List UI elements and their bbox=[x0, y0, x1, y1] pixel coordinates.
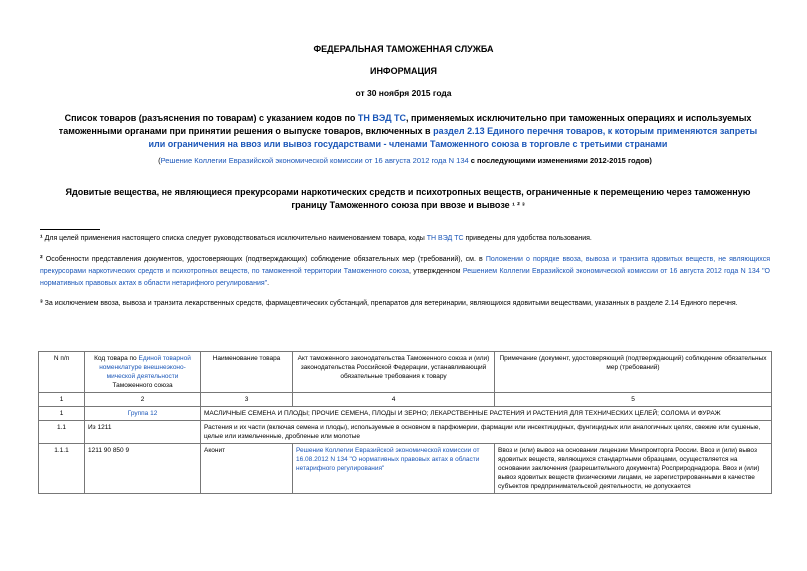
row-act-link[interactable]: Решение Коллегии Евразийской экономической комиссии от 16.08.2012 N 134 "О нормативных правовых актах в области нетарифного регулирования" bbox=[293, 444, 495, 494]
agency-title: ФЕДЕРАЛЬНАЯ ТАМОЖЕННАЯ СЛУЖБА bbox=[313, 44, 494, 54]
footnote-2 bbox=[40, 253, 770, 290]
list-title bbox=[58, 112, 758, 151]
footnote-2-mark: ² bbox=[40, 254, 43, 263]
row-code: 1211 90 850 9 bbox=[85, 444, 201, 494]
footnote-2-part3: . bbox=[267, 280, 270, 287]
footnote-1 bbox=[40, 232, 770, 245]
table-row bbox=[39, 421, 772, 444]
footnote-marks: ¹ ² ³ bbox=[512, 201, 525, 210]
footnote-2-link-regulation[interactable]: Положении о порядке ввоза, вывоза и транзита ядовитых веществ, не являющихся прекурсорами наркотических средств и психотропных веществ, по таможенной территории Таможенного союза bbox=[40, 256, 771, 275]
footnote-1-part1: Для целей применения настоящего списка следует руководствоваться исключительно наименованием товара, коды bbox=[44, 235, 427, 242]
goods-table bbox=[38, 351, 772, 494]
main-title bbox=[58, 186, 758, 212]
tn-ved-link[interactable]: ТН ВЭД ТС bbox=[357, 113, 406, 123]
document-type: ИНФОРМАЦИЯ bbox=[369, 66, 438, 76]
row-note: Ввоз и (или) вывоз на основании лицензии Минпромторга России. Ввоз и (или) вывоз ядовитых веществ, являющихся стандартными образцами, осуществляется на основании заключения (разрешительного документа) Росприроднадзора. Ввоз и (или) вывоз ядовитых веществ физическими лицами, не зарегистрированными в качестве субъектов предпринимательской деятельности, не допускается bbox=[495, 444, 772, 494]
column-number: 4 bbox=[293, 393, 495, 407]
footnote-3 bbox=[40, 297, 770, 310]
footnote-1-part2: приведены для удобства пользования. bbox=[463, 235, 592, 242]
column-number: 1 bbox=[39, 393, 85, 407]
group-12-link[interactable]: Группа 12 bbox=[85, 407, 201, 421]
row-goods-name: МАСЛИЧНЫЕ СЕМЕНА И ПЛОДЫ; ПРОЧИЕ СЕМЕНА, ПЛОДЫ И ЗЕРНО; ЛЕКАРСТВЕННЫЕ РАСТЕНИЯ И РАСТЕНИЯ ДЛЯ ТЕХНИЧЕСКИХ ЦЕЛЕЙ; СОЛОМА И ФУРАЖ bbox=[201, 407, 772, 421]
header-note: Примечание (документ, удостоверяющий (подтверждающий) соблюдение обязательных мер (требований) bbox=[495, 352, 772, 393]
footnote-3-mark: ³ bbox=[40, 298, 43, 307]
row-number: 1.1.1 bbox=[39, 444, 85, 494]
header-act: Акт таможенного законодательства Таможенного союза и (или) законодательства Российской Федерации, устанавливающий обязательные требования к товару bbox=[293, 352, 495, 393]
column-number: 2 bbox=[85, 393, 201, 407]
document-date: от 30 ноября 2015 года bbox=[355, 88, 452, 98]
column-number: 3 bbox=[201, 393, 293, 407]
resolution-open-paren: ( bbox=[158, 156, 161, 165]
list-title-part2: , применяемых исключительно при таможенных операциях и используемых таможенными органами при принятии решения о выпуске товаров, включенных в bbox=[58, 113, 752, 136]
resolution-rest: с последующими изменениями 2012-2015 годов) bbox=[468, 156, 652, 165]
header-name: Наименование товара bbox=[201, 352, 293, 393]
header-code-part1: Код товара по bbox=[94, 355, 139, 362]
table-row bbox=[39, 407, 772, 421]
row-number: 1.1 bbox=[39, 421, 85, 444]
header-code-part2: Таможенного союза bbox=[112, 382, 173, 389]
footnote-1-mark: ¹ bbox=[40, 233, 43, 242]
header-code bbox=[85, 352, 201, 393]
list-title-part1: Список товаров (разъяснения по товарам) с указанием кодов по bbox=[64, 113, 358, 123]
header-number: N п/п bbox=[39, 352, 85, 393]
row-goods-name: Растения и их части (включая семена и плоды), используемые в основном в парфюмерии, фармации или инсектицидных, фунгицидных или аналогичных целях, свежие или сушеные, целые или измельченные, дробленые или молотые bbox=[201, 421, 772, 444]
footnote-separator bbox=[40, 229, 100, 230]
resolution-link[interactable]: Решение Коллегии Евразийской экономической комиссии от 16 августа 2012 года N 134 bbox=[160, 156, 469, 165]
table-header-row bbox=[39, 352, 772, 393]
main-title-text: Ядовитые вещества, не являющиеся прекурсорами наркотических средств и психотропных веществ, ограниченные к перемещению через таможенную границу Таможенного союза при ввозе и вывозе bbox=[65, 187, 751, 210]
footnote-2-part1: Особенности представления документов, удостоверяющих (подтверждающих) соблюдение обязательных мер (требований), см. в bbox=[45, 256, 486, 263]
header-code-link[interactable]: Единой товарной номенклатуре внешнеэконо-мической деятельности bbox=[99, 355, 191, 380]
row-code: Из 1211 bbox=[85, 421, 201, 444]
footnote-3-text: За исключением ввоза, вывоза и транзита лекарственных средств, фармацевтических субстанций, препаратов для ветеринарии, являющихся ядовитыми веществами, указанных в разделе 2.14 Единого перечня. bbox=[44, 300, 738, 307]
footnote-2-part2: , утвержденном bbox=[408, 268, 463, 275]
section-2-13-link[interactable]: раздел 2.13 Единого перечня товаров, к которым применяются запреты или ограничения на ввоз или вывоз государствами - членами Таможенного союза в торговле с третьими странами bbox=[148, 126, 758, 149]
row-goods-name: Аконит bbox=[201, 444, 293, 494]
resolution-reference bbox=[60, 156, 750, 165]
footnote-2-link-decision[interactable]: Решением Коллегии Евразийской экономической комиссии от 16 августа 2012 года N 134 "О нормативных правовых актах в области нетарифного регулирования" bbox=[40, 268, 770, 287]
table-number-row bbox=[39, 393, 772, 407]
row-number: 1 bbox=[39, 407, 85, 421]
column-number: 5 bbox=[495, 393, 772, 407]
footnote-1-link[interactable]: ТН ВЭД ТС bbox=[426, 235, 464, 242]
table-row bbox=[39, 444, 772, 494]
